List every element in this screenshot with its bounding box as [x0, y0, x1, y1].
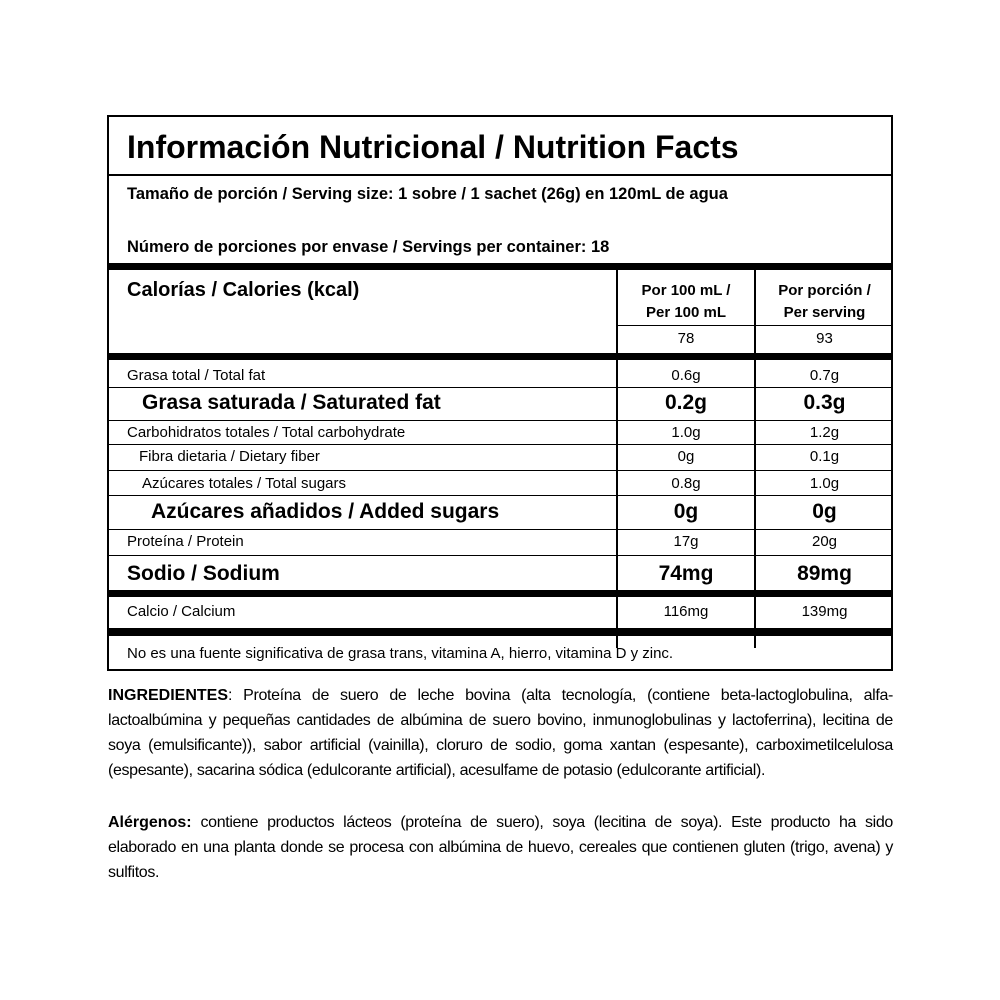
- servings-per-container: Número de porciones por envase / Servings per container: 18: [127, 238, 610, 256]
- row-divider: [109, 387, 891, 388]
- calories-per-serving: 93: [816, 330, 833, 347]
- nutrient-serving-sodium: 89mg: [797, 562, 852, 585]
- divider: [109, 174, 891, 176]
- row-divider: [109, 529, 891, 530]
- row-divider: [109, 420, 891, 421]
- nutrient-serving-calcium: 139mg: [801, 603, 848, 620]
- calories-per-100ml: 78: [677, 330, 695, 347]
- nutrient-name-added-sugars: Azúcares añadidos / Added sugars: [151, 500, 500, 523]
- nutrient-name-saturated-fat: Grasa saturada / Saturated fat: [142, 391, 441, 414]
- nutrient-serving-added-sugars: 0g: [812, 500, 837, 523]
- header-divider: [618, 325, 891, 326]
- nutrient-serving-total-sugars: 1.0g: [809, 475, 840, 492]
- column-header-per-100ml: Por 100 mL / Per 100 mL: [641, 282, 731, 321]
- row-divider: [109, 444, 891, 445]
- allergens-heading: Alérgenos:: [108, 814, 192, 831]
- nutrient-serving-dietary-fiber: 0.1g: [809, 448, 840, 465]
- nutrient-serving-total-fat: 0.7g: [809, 367, 840, 384]
- nutrient-per100-total-carbohydrate: 1.0g: [671, 424, 701, 441]
- nutrient-name-total-carbohydrate: Carbohidratos totales / Total carbohydrate: [127, 424, 406, 441]
- nutrient-per100-protein: 17g: [673, 533, 699, 550]
- serving-size: Tamaño de porción / Serving size: 1 sobre / 1 sachet (26g) en 120mL de agua: [127, 185, 728, 203]
- allergens-text: contiene productos lácteos (proteína de suero), soya (lecitina de soya). Este producto ha sido elaborado en una planta donde se procesa con albúmina de huevo, cereales que contienen gluten (trigo, avena) y sulfitos.: [108, 814, 893, 881]
- thick-divider: [109, 353, 891, 360]
- nutrient-per100-calcium: 116mg: [663, 603, 709, 620]
- nutrient-name-protein: Proteína / Protein: [127, 533, 244, 550]
- nutrient-per100-total-fat: 0.6g: [671, 367, 701, 384]
- nutrient-per100-added-sugars: 0g: [673, 500, 699, 523]
- row-divider: [109, 555, 891, 556]
- nutrient-per100-saturated-fat: 0.2g: [664, 391, 708, 414]
- nutrient-name-dietary-fiber: Fibra dietaria / Dietary fiber: [139, 448, 320, 465]
- nutrient-serving-protein: 20g: [811, 533, 838, 550]
- allergens-paragraph: [108, 810, 893, 885]
- column-header-per-serving: Por porción / Per serving: [778, 282, 871, 321]
- thick-divider: [109, 628, 891, 636]
- thick-divider: [109, 263, 891, 270]
- nutrition-facts-label: [107, 115, 893, 671]
- ingredients-heading: INGREDIENTES: [108, 687, 229, 704]
- label-title: Información Nutricional / Nutrition Facts: [127, 129, 739, 165]
- ingredients-text: : Proteína de suero de leche bovina (alta tecnología, (contiene beta-lactoglobulina, alfa-lactoalbúmina y pequeñas cantidades de albúmina de suero bovino, inmunoglobulinas y lactoferrina), lecitina de soya (emulsificante)), sabor artificial (vainilla), cloruro de sodio, goma xantan (espesante), carboximetilcelulosa (espesante), sacarina sódica (edulcorante artificial), acesulfame de potasio (edulcorante artificial).: [108, 687, 893, 779]
- row-divider: [109, 470, 891, 471]
- nutrient-per100-total-sugars: 0.8g: [671, 475, 701, 492]
- nutrient-name-sodium: Sodio / Sodium: [127, 562, 280, 585]
- nutrient-per100-sodium: 74mg: [658, 562, 714, 585]
- nutrient-name-calcium: Calcio / Calcium: [127, 603, 236, 620]
- calories-label: Calorías / Calories (kcal): [127, 279, 360, 301]
- row-divider: [109, 495, 891, 496]
- nutrient-name-total-sugars: Azúcares totales / Total sugars: [142, 475, 346, 492]
- ingredients-paragraph: [108, 683, 893, 783]
- nutrient-name-total-fat: Grasa total / Total fat: [127, 367, 266, 384]
- nutrient-serving-total-carbohydrate: 1.2g: [809, 424, 840, 441]
- nutrient-per100-dietary-fiber: 0g: [677, 448, 695, 465]
- thick-divider: [109, 590, 891, 597]
- footnote: No es una fuente significativa de grasa trans, vitamina A, hierro, vitamina D y zinc.: [127, 645, 674, 662]
- nutrient-serving-saturated-fat: 0.3g: [803, 391, 846, 414]
